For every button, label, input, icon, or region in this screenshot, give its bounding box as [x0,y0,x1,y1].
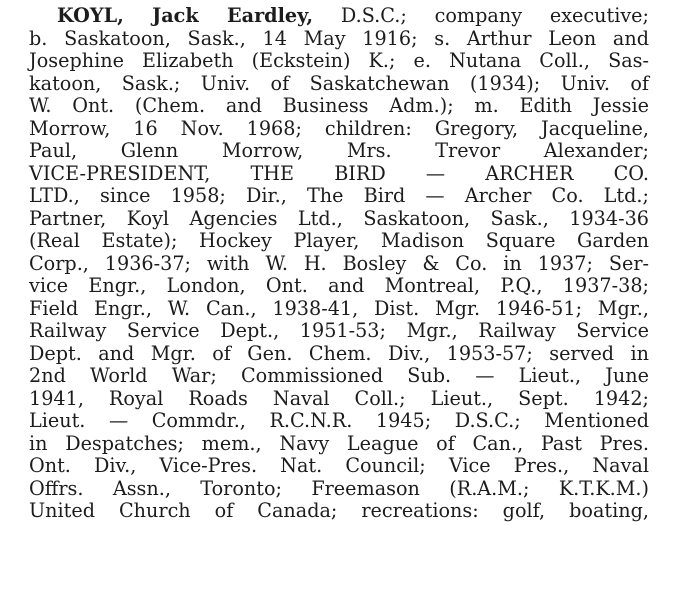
entry-line-19: Lieut. — Commdr., R.C.N.R. 1945; D.S.C.; Mentioned [29,409,649,432]
entry-line-21: Ont. Div., Vice-Pres. Nat. Council; Vice Pres., Naval [29,454,649,477]
entry-line-4: katoon, Sask.; Univ. of Saskatchewan (1934); Univ. of [29,71,649,95]
entry-line-13: vice Engr., London, Ont. and Montreal, P.Q., 1937-38; [29,274,649,297]
entry-line-18: 1941, Royal Roads Naval Coll.; Lieut., Sept. 1942; [29,386,649,410]
entry-line-9: LTD., since 1958; Dir., The Bird — Archer Co. Ltd.; [29,184,649,207]
biography-entry [29,5,649,523]
entry-line-14: Field Engr., W. Can., 1938-41, Dist. Mgr. 1946-51; Mgr., [29,296,649,320]
entry-line-7: Paul, Glenn Morrow, Mrs. Trevor Alexander; [29,139,649,162]
entry-name: KOYL, Jack Eardley, [57,4,314,27]
entry-line-5: W. Ont. (Chem. and Business Adm.); m. Edith Jessie [29,94,649,117]
entry-line-20: in Despatches; mem., Navy League of Can., Past Pres. [29,431,649,455]
entry-line-8: VICE-PRESIDENT, THE BIRD — ARCHER CO. [29,161,649,185]
entry-line-2: b. Saskatoon, Sask., 14 May 1916; s. Arthur Leon and [29,26,649,50]
entry-line-16: Dept. and Mgr. of Gen. Chem. Div., 1953-57; served in [29,341,649,365]
entry-line-12: Corp., 1936-37; with W. H. Bosley & Co. in 1937; Ser- [29,251,649,275]
entry-line-22: Offrs. Assn., Toronto; Freemason (R.A.M.; K.T.K.M.) [29,476,649,500]
entry-line-11: (Real Estate); Hockey Player, Madison Square Garden [29,229,649,252]
entry-line-1 [29,5,649,28]
entry-line-10: Partner, Koyl Agencies Ltd., Saskatoon, Sask., 1934-36 [29,206,649,230]
entry-line-23: United Church of Canada; recreations: golf, boating, [29,499,649,522]
entry-line-15: Railway Service Dept., 1951-53; Mgr., Railway Service [29,319,649,342]
entry-first-line-text: D.S.C.; company executive; [313,4,649,27]
entry-line-6: Morrow, 16 Nov. 1968; children: Gregory, Jacqueline, [29,116,649,140]
entry-line-17: 2nd World War; Commissioned Sub. — Lieut., June [29,364,649,387]
entry-line-3: Josephine Elizabeth (Eckstein) K.; e. Nutana Coll., Sas- [29,49,649,72]
